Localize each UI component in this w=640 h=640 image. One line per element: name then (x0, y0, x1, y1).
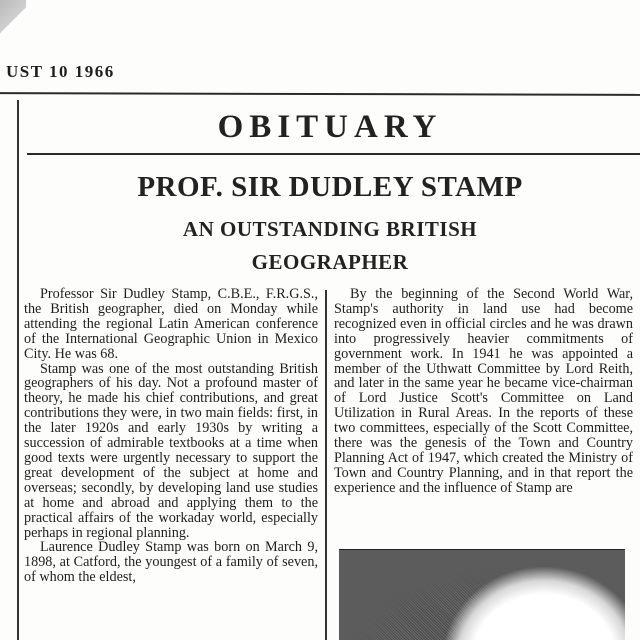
section-title: OBITUARY (217, 109, 443, 145)
paragraph: Stamp was one of the most outstanding British geographers of his day. Not a profound master of theory, he made his chief contributions, and great contributions they were, in two main fields: first, in the later 1920s and early 1930s by writing a succession of admirable textbooks at a time when good texts were urgently necessary to support the great development of the subject at home and overseas; secondly, by developing land use studies at home and abroad and applying them to the practical affairs of the workaday world, especially perhaps in regional planning. (24, 360, 318, 541)
right-column (334, 287, 633, 496)
article-subhead-line1: AN OUTSTANDING BRITISH (182, 217, 478, 241)
top-rule-divider (0, 92, 640, 96)
paragraph: By the beginning of the Second World War, Stamp's authority in land use had become recognized even in official circles and he was drawn into progressively heavier commitments of government work. In 1941 he was appointed a member of the Uthwatt Committee by Lord Reith, and later in the same year he became vice-chairman of Lord Justice Scott's Committee on Land Utilization in Rural Areas. In the reports of these two committees, especially of the Scott Committee, there was the genesis of the Town and Country Planning Act of 1947, which created the Ministry of Town and Country Planning, and in that report the experience and the influence of Stamp are (334, 286, 633, 496)
column-divider (325, 290, 327, 640)
paragraph: Laurence Dudley Stamp was born on March 9, 1898, at Catford, the youngest of a family of seven, of whom the eldest, (24, 539, 318, 586)
paragraph: Professor Sir Dudley Stamp, C.B.E., F.R.G.S., the British geographer, died on Monday while attending the regional Latin American conference of the International Geographic Union in Mexico City. He was 68. (24, 286, 318, 362)
torn-corner (0, 0, 26, 34)
left-column (24, 287, 318, 585)
article-subhead-line2: GEOGRAPHER (251, 250, 409, 274)
section-rule-divider (27, 153, 640, 155)
left-border-rule (17, 100, 19, 640)
portrait-photo (339, 549, 625, 640)
dateline: UST 10 1966 (6, 62, 115, 81)
article-headline: PROF. SIR DUDLEY STAMP (137, 171, 523, 203)
